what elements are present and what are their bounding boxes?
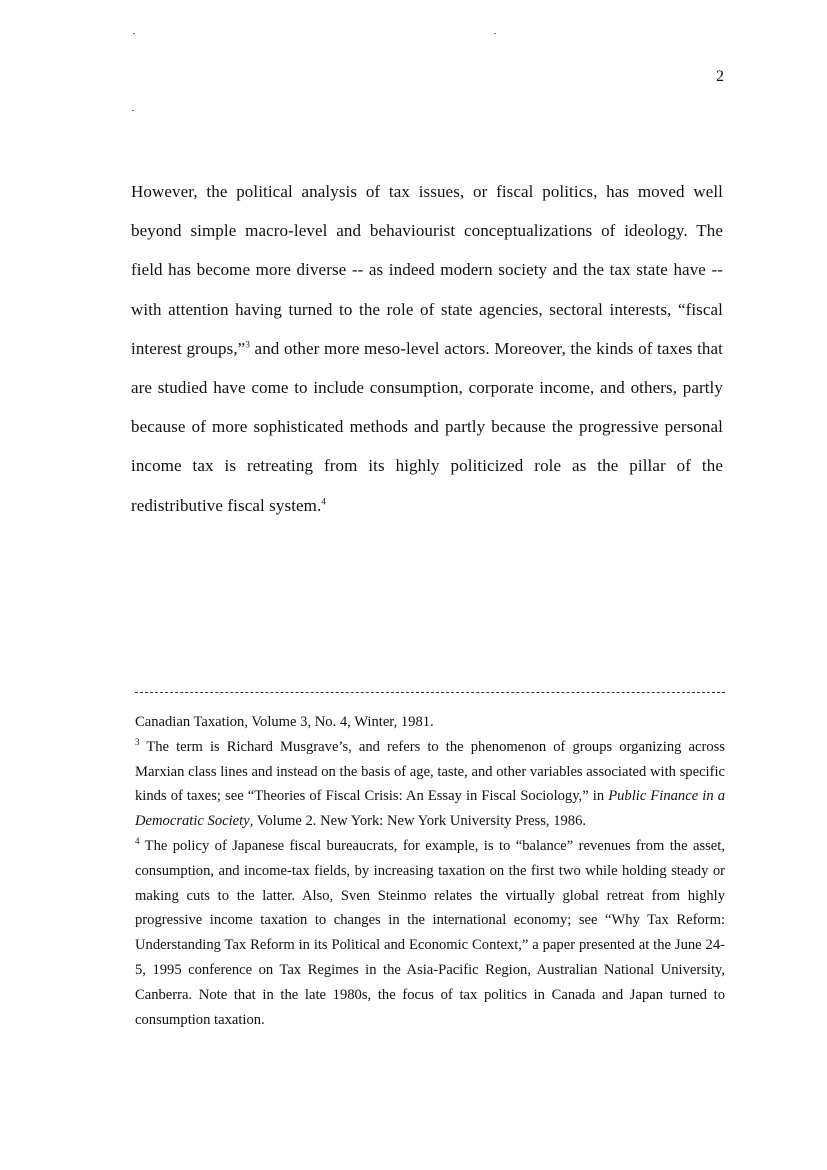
scan-speck — [132, 110, 134, 111]
body-paragraph — [131, 172, 723, 525]
footnote-3-book-title: Public Finance in a Democratic Society — [135, 788, 725, 830]
footnote-3-text-a: The term is Richard Musgrave’s, and refers to the phenomenon of groups organizing across Marxian class lines and instead on the basis of age, taste, and other variables associated with specific kinds of taxes; see “Theories of Fiscal Crisis: An Essay in Fiscal Sociology,” in — [135, 738, 725, 805]
scan-speck — [133, 33, 135, 34]
page-number: 2 — [716, 68, 724, 85]
footnote-ref-3: 3 — [245, 339, 250, 350]
footnote-mark-3: 3 — [135, 736, 140, 747]
scan-speck — [494, 33, 496, 34]
footnote-ref-4: 4 — [321, 495, 326, 506]
footnote-3-text-b: , Volume 2. New York: New York University Press, 1986. — [249, 813, 587, 830]
footnotes — [135, 710, 725, 1032]
footnote-4-text: The policy of Japanese fiscal bureaucrats, for example, is to “balance” revenues from the asset, consumption, and income-tax fields, by increasing taxation on the first two while holding steady or making cuts to the latter. Also, Sven Steinmo relates the virtually global retreat from highly progressive income taxation to changes in the international economy; see “Why Tax Reform: Understanding Tax Reform in its Political and Economic Context,” a paper presented at the June 24-5, 1995 conference on Tax Regimes in the Asia-Pacific Region, Australian National University, Canberra. Note that in the late 1980s, the focus of tax politics in Canada and Japan turned to consumption taxation. — [135, 837, 725, 1028]
footnote-3 — [135, 735, 725, 834]
footnote-separator — [135, 692, 725, 693]
footnote-continued: Canadian Taxation, Volume 3, No. 4, Winter, 1981. — [135, 714, 434, 730]
footnote-mark-4: 4 — [135, 836, 140, 847]
body-text-part-1: However, the political analysis of tax issues, or fiscal politics, has moved well beyond simple macro-level and behaviourist conceptualizations of ideology. The field has become more diverse -- as indeed modern society and the tax state have -- with attention having turned to the role of state agencies, sectoral interests, “fiscal interest groups,” — [131, 182, 723, 358]
footnote-4 — [135, 834, 725, 1032]
body-text-part-2: and other more meso-level actors. Moreover, the kinds of taxes that are studied have come to include consumption, corporate income, and others, partly because of more sophisticated methods and partly because the progressive personal income tax is retreating from its highly politicized role as the pillar of the redistributive fiscal system. — [131, 338, 723, 515]
